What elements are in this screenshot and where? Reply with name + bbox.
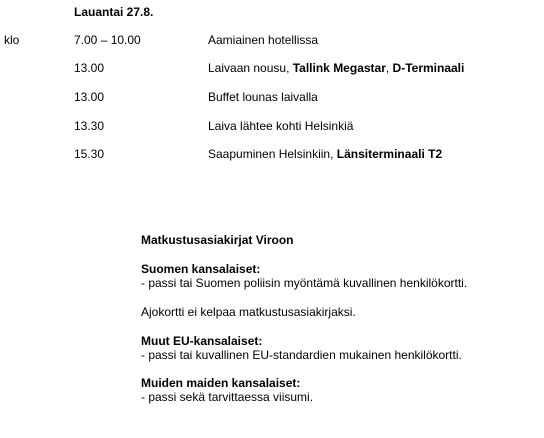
schedule-description: Laiva lähtee kohti Helsinkiä: [208, 119, 354, 133]
schedule-row: [0, 119, 544, 135]
klo-label: klo: [4, 33, 20, 47]
schedule-row: [0, 61, 544, 77]
schedule-row: [0, 90, 544, 106]
schedule-description: Buffet lounas laivalla: [208, 90, 318, 104]
eu-citizens-text: - passi tai kuvallinen EU-standardien mukainen henkilökortti.: [141, 348, 462, 362]
finnish-citizens-block: [141, 262, 467, 290]
finnish-citizens-text: - passi tai Suomen poliisin myöntämä kuvallinen henkilökortti.: [141, 276, 468, 290]
schedule-time: 13.00: [74, 90, 105, 104]
schedule-row: [0, 33, 544, 49]
schedule-time: 13.30: [74, 119, 105, 133]
schedule-time: 15.30: [74, 147, 105, 161]
eu-citizens-block: [141, 334, 462, 362]
schedule-description: Laivaan nousu, Tallink Megastar, D-Terminaali: [208, 61, 465, 75]
finnish-citizens-heading: Suomen kansalaiset:: [141, 262, 261, 276]
schedule-time: 13.00: [74, 61, 105, 75]
schedule-row: [0, 147, 544, 163]
schedule-description: Saapuminen Helsinkiin, Länsiterminaali T2: [208, 147, 443, 161]
schedule-time: 7.00 – 10.00: [74, 33, 141, 47]
documents-title: Matkustusasiakirjat Viroon: [141, 233, 294, 247]
schedule-description: Aamiainen hotellissa: [208, 33, 319, 47]
day-title: Lauantai 27.8.: [74, 5, 154, 19]
other-citizens-heading: Muiden maiden kansalaiset:: [141, 376, 301, 390]
driving-license-note: Ajokortti ei kelpaa matkustusasiakirjaksi.: [141, 305, 356, 319]
other-citizens-block: [141, 376, 313, 404]
other-citizens-text: - passi sekä tarvittaessa viisumi.: [141, 390, 314, 404]
eu-citizens-heading: Muut EU-kansalaiset:: [141, 334, 263, 348]
